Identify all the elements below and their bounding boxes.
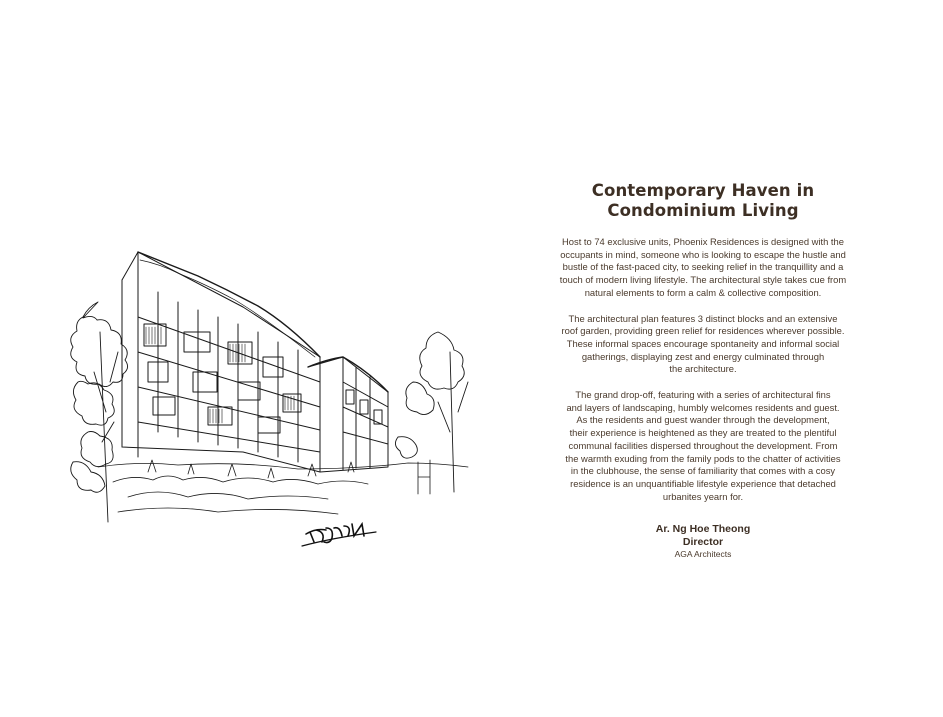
paragraph-line: gatherings, displaying zest and energy culminated through <box>581 350 825 362</box>
paragraph-line: communal facilities dispersed throughout the development. From <box>568 439 838 451</box>
paragraph-line: their experience is heightened as they are treated to the plentiful <box>569 427 837 439</box>
paragraph-line: in the clubhouse, the sense of familiarity that comes with a cosy <box>570 465 836 477</box>
page-title <box>548 181 858 221</box>
paragraph-line: As the residents and guest wander through the development, <box>576 414 830 426</box>
author-firm: AGA Architects <box>674 549 732 560</box>
paragraph-line: bustle of the fast-paced city, to seeking relief in the tranquillity and a <box>562 261 844 273</box>
paragraph-dropoff <box>548 389 858 503</box>
author-name: Ar. Ng Hoe Theong <box>655 523 751 536</box>
right-tree-foliage <box>395 332 468 492</box>
paragraph-line: The architectural plan features 3 distinct blocks and an extensive <box>568 312 838 324</box>
author-signature-block <box>548 523 858 560</box>
artist-signature <box>302 524 422 546</box>
artist-signature-text: EDISON <box>418 532 422 533</box>
paragraph-line: These informal spaces encourage spontaneity and informal social <box>566 337 840 349</box>
page-title-line-2: Condominium Living <box>607 201 799 220</box>
left-tree-foliage <box>71 302 128 522</box>
paragraph-intro <box>548 236 858 300</box>
paragraph-line: the architecture. <box>669 363 737 375</box>
paragraph-plan <box>548 313 858 377</box>
paragraph-line: the warmth exuding from the family pods to the chatter of activities <box>565 452 841 464</box>
paragraph-line: Host to 74 exclusive units, Phoenix Residences is designed with the <box>562 236 844 247</box>
paragraph-line: residence is an unquantifiable lifestyle experience that detached <box>570 477 836 489</box>
page-title-line-1: Contemporary Haven in <box>591 181 815 200</box>
paragraph-line: natural elements to form a calm & collective composition. <box>584 286 822 298</box>
ground-landscaping <box>98 460 468 514</box>
author-role: Director <box>682 536 724 549</box>
paragraph-line: and layers of landscaping, humbly welcomes residents and guest. <box>566 401 840 413</box>
paragraph-line: The grand drop-off, featuring with a series of architectural fins <box>575 389 831 401</box>
building-sketch-illustration <box>58 232 478 562</box>
paragraph-line: roof garden, providing green relief for residences wherever possible. <box>561 325 845 337</box>
paragraph-line: urbanites yearn for. <box>662 490 744 502</box>
intro-text-column <box>548 181 858 560</box>
paragraph-line: occupants in mind, someone who is looking to escape the hustle and <box>560 248 846 260</box>
main-building-block <box>122 252 320 472</box>
paragraph-line: touch of modern living lifestyle. The architectural style takes cue from <box>559 274 847 286</box>
